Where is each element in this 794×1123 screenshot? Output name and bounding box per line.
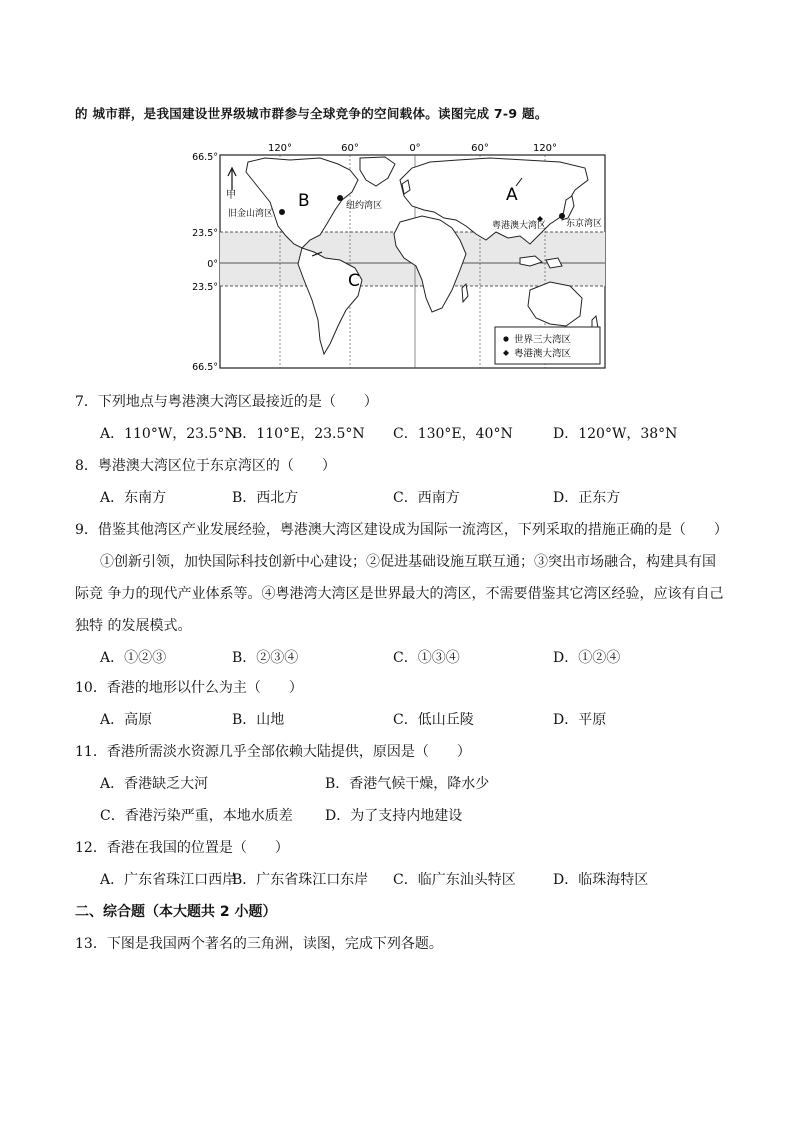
q8-option-d[interactable]: D．正东方 (553, 490, 621, 506)
q7-option-c[interactable]: C．130°E，40°N (393, 426, 513, 442)
q9-statement-line-1: ①创新引领，加快国际科技创新中心建设；②促进基础设施互联互通；③突出市场融合，构建具有国 (100, 554, 716, 570)
question-12-stem: 12．香港在我国的位置是（ ） (75, 840, 289, 856)
region-letter-c: C (348, 271, 360, 291)
lat-label: 23.5° (192, 282, 218, 293)
region-letter-b: B (298, 191, 310, 211)
q8-option-c[interactable]: C．西南方 (393, 490, 460, 506)
region-letter-a: A (506, 185, 518, 205)
question-11-stem: 11．香港所需淡水资源几乎全部依赖大陆提供，原因是（ ） (75, 744, 471, 760)
jia-label: 甲 (226, 190, 236, 201)
q10-option-a[interactable]: A．高原 (100, 712, 153, 728)
q9-option-b[interactable]: B．②③④ (232, 650, 299, 666)
question-9-stem: 9．借鉴其他湾区产业发展经验，粤港澳大湾区建设成为国际一流湾区，下列采取的措施正确的是（ ） (75, 522, 728, 538)
ny-bay-label: 纽约湾区 (346, 201, 383, 211)
q7-option-a[interactable]: A．110°W，23.5°N (100, 426, 237, 442)
lon-label: 60° (471, 143, 489, 154)
legend-label: 粤港澳大湾区 (514, 348, 572, 360)
q9-option-c[interactable]: C．①③④ (393, 650, 460, 666)
question-8-stem: 8．粤港澳大湾区位于东京湾区的（ ） (75, 458, 336, 474)
intro-text: 的 城市群，是我国建设世界级城市群参与全球竞争的空间载体。读图完成 7-9 题。 (75, 106, 548, 121)
q12-option-b[interactable]: B．广东省珠江口东岸 (232, 872, 369, 888)
lat-label: 0° (207, 259, 218, 270)
q12-option-c[interactable]: C．临广东汕头特区 (393, 872, 516, 888)
question-13-stem: 13．下图是我国两个著名的三角洲，读图，完成下列各题。 (75, 936, 443, 952)
ny-bay-dot-icon (337, 195, 343, 201)
q8-option-b[interactable]: B．西北方 (232, 490, 299, 506)
section-2-heading: 二、综合题（本大题共 2 小题） (75, 904, 277, 920)
lon-label: 120° (267, 143, 293, 154)
gba-label: 粤港澳大湾区 (492, 221, 547, 231)
q10-option-d[interactable]: D．平原 (553, 712, 607, 728)
sf-bay-label: 旧金山湾区 (228, 209, 274, 219)
tokyo-bay-label: 东京湾区 (566, 219, 603, 229)
q11-option-d[interactable]: D．为了支持内地建设 (325, 808, 463, 824)
lat-label: 66.5° (192, 152, 218, 163)
q12-option-d[interactable]: D．临珠海特区 (553, 872, 649, 888)
lon-label: 0° (409, 143, 421, 154)
q10-option-c[interactable]: C．低山丘陵 (393, 712, 474, 728)
legend-label: 世界三大湾区 (514, 334, 572, 346)
q9-statement-line-2: 际竞 争力的现代产业体系等。④粤港湾大湾区是世界最大的湾区，不需要借鉴其它湾区经验，应该有自己 (75, 586, 724, 602)
q8-option-a[interactable]: A．东南方 (100, 490, 167, 506)
q9-statement-line-3: 独特 的发展模式。 (75, 618, 192, 634)
lat-label: 23.5° (192, 228, 218, 239)
q7-option-d[interactable]: D．120°W，38°N (553, 426, 678, 442)
q11-option-b[interactable]: B．香港气候干燥，降水少 (325, 776, 490, 792)
q11-option-a[interactable]: A．香港缺乏大河 (100, 776, 209, 792)
sf-bay-dot-icon (279, 209, 285, 215)
question-10-stem: 10．香港的地形以什么为主（ ） (75, 680, 303, 696)
q9-option-a[interactable]: A．①②③ (100, 650, 167, 666)
q7-option-b[interactable]: B．110°E，23.5°N (232, 426, 365, 442)
question-7-stem: 7．下列地点与粤港澳大湾区最接近的是（ ） (75, 394, 378, 410)
legend-dot-icon (503, 336, 508, 341)
q10-option-b[interactable]: B．山地 (232, 712, 285, 728)
q9-option-d[interactable]: D．①②④ (553, 650, 621, 666)
q12-option-a[interactable]: A．广东省珠江口西岸 (100, 872, 237, 888)
lat-label: 66.5° (192, 362, 218, 373)
lon-label: 120° (532, 143, 558, 154)
tokyo-bay-dot-icon (559, 213, 565, 219)
lon-label: 60° (341, 143, 359, 154)
world-bay-area-map (190, 140, 615, 375)
q11-option-c[interactable]: C．香港污染严重，本地水质差 (100, 808, 293, 824)
